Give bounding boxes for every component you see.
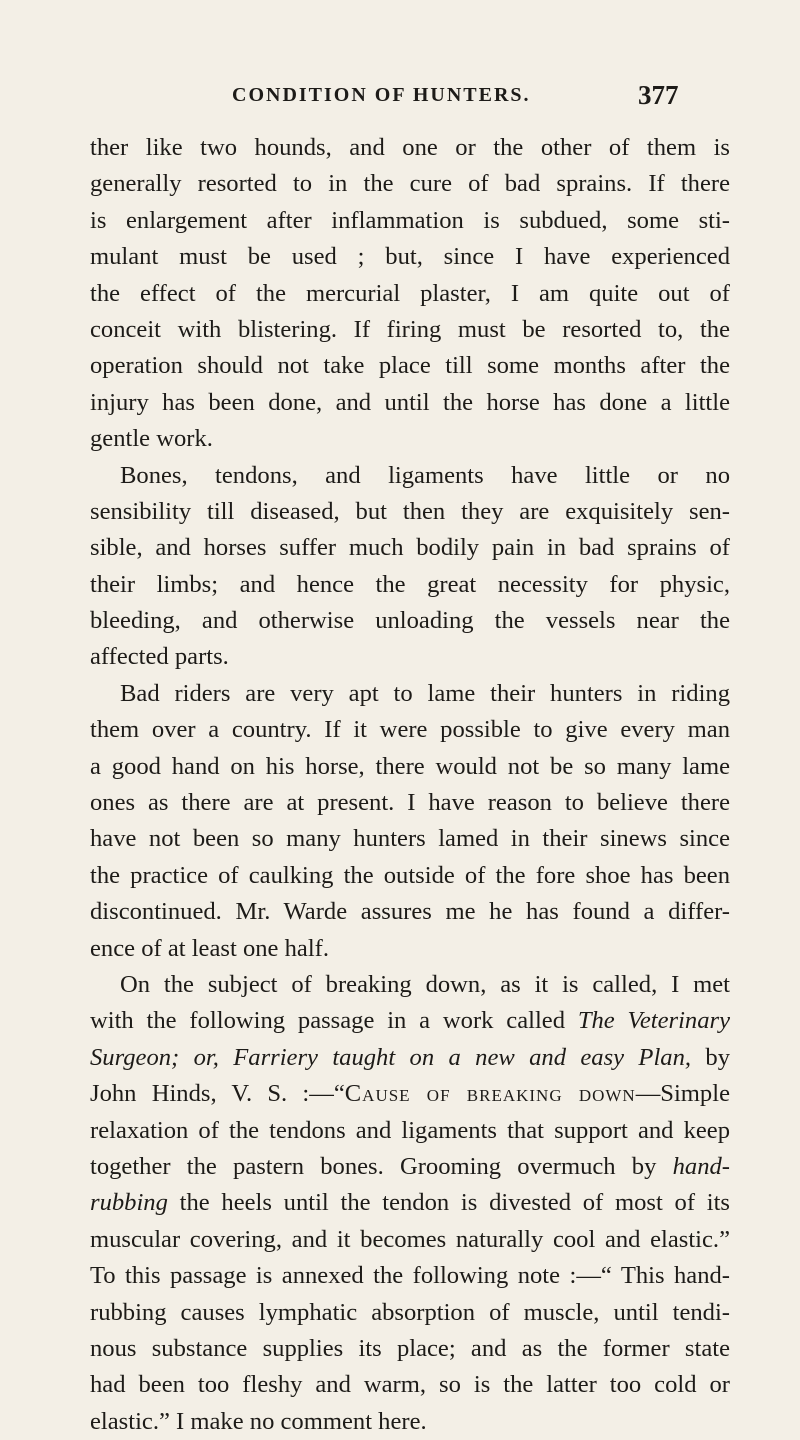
text-line <box>90 967 730 1003</box>
text-line <box>90 1040 730 1076</box>
italic-text: The Veterinary <box>577 1007 730 1035</box>
text-line <box>90 1149 730 1185</box>
text-line: ones as there are at present. I have reason to believe there <box>90 789 730 817</box>
text-line: sible, and horses suffer much bodily pain in bad sprains of <box>90 534 730 562</box>
text-segment: by <box>691 1043 731 1071</box>
italic-text: Surgeon; or, Farriery taught on a new and easy Plan, <box>90 1043 692 1071</box>
text-line: the practice of caulking the outside of the fore shoe has been <box>90 861 730 889</box>
text-segment: rubbing causes lymphatic absorption of muscle, until tendi- <box>90 1298 730 1326</box>
text-line: Bad riders are very apt to lame their hunters in riding <box>120 679 730 707</box>
text-line: a good hand on his horse, there would not be so many lame <box>90 752 730 780</box>
text-line: discontinued. Mr. Warde assures me he has found a differ- <box>90 898 730 926</box>
italic-text: hand- <box>672 1152 730 1180</box>
text-line: sensibility till diseased, but then they are exquisitely sen- <box>90 497 730 525</box>
paragraph <box>90 130 730 458</box>
text-segment: nous substance supplies its place; and as the former state <box>90 1334 730 1362</box>
text-line <box>90 1367 730 1403</box>
text-line: them over a country. If it were possible to give every man <box>90 716 730 744</box>
text-line <box>90 1185 730 1221</box>
text-line <box>90 1258 730 1294</box>
running-head <box>0 80 800 114</box>
text-line: generally resorted to in the cure of bad sprains. If there <box>90 170 730 198</box>
text-segment: On the subject of breaking down, as it is called, I met <box>120 970 730 998</box>
text-line <box>90 1113 730 1149</box>
text-line: is enlargement after inflammation is subdued, some sti- <box>90 206 730 234</box>
paragraph <box>90 458 730 676</box>
text-segment: muscular covering, and it becomes naturally cool and elastic.” <box>90 1225 730 1253</box>
text-segment: with the following passage in a work called <box>90 1007 578 1035</box>
text-segment: relaxation of the tendons and ligaments that support and keep <box>90 1116 730 1144</box>
text-line: mulant must be used ; but, since I have experienced <box>90 243 730 271</box>
text-segment: had been too fleshy and warm, so is the latter too cold or <box>90 1371 730 1399</box>
text-line: have not been so many hunters lamed in their sinews since <box>90 825 730 853</box>
text-segment: —Simple <box>635 1080 730 1108</box>
text-segment: To this passage is annexed the following note :—“ This hand- <box>90 1262 730 1290</box>
text-segment: elastic.” I make no comment here. <box>90 1407 427 1435</box>
text-line: Bones, tendons, and ligaments have little or no <box>120 461 730 489</box>
text-line: the effect of the mercurial plaster, I am quite out of <box>90 279 730 307</box>
text-line: ence of at least one half. <box>90 934 329 962</box>
text-line <box>90 1076 730 1112</box>
text-line <box>90 1404 730 1440</box>
text-line: injury has been done, and until the horse has done a little <box>90 388 730 416</box>
paragraph <box>90 967 730 1440</box>
running-title: CONDITION OF HUNTERS. <box>232 84 531 106</box>
text-line: bleeding, and otherwise unloading the vessels near the <box>90 607 730 635</box>
text-line <box>90 1222 730 1258</box>
text-line <box>90 1003 730 1039</box>
text-line <box>90 1295 730 1331</box>
text-line: their limbs; and hence the great necessity for physic, <box>90 570 730 598</box>
text-line: gentle work. <box>90 425 213 453</box>
italic-text: rubbing <box>90 1189 168 1217</box>
text-segment: the heels until the tendon is divested of most of its <box>167 1189 730 1217</box>
text-segment: John Hinds, V. S. :—“ <box>90 1080 345 1108</box>
text-line: conceit with blistering. If firing must be resorted to, the <box>90 315 730 343</box>
text-line: affected parts. <box>90 643 229 671</box>
text-line <box>90 1331 730 1367</box>
page-number: 377 <box>638 80 679 110</box>
text-line: ther like two hounds, and one or the other of them is <box>90 134 730 161</box>
body-text <box>90 130 730 1440</box>
text-segment: together the pastern bones. Grooming overmuch by <box>90 1152 673 1180</box>
paragraph <box>90 676 730 967</box>
small-caps-text: Cause of breaking down <box>344 1080 636 1108</box>
text-line: operation should not take place till some months after the <box>90 352 730 380</box>
